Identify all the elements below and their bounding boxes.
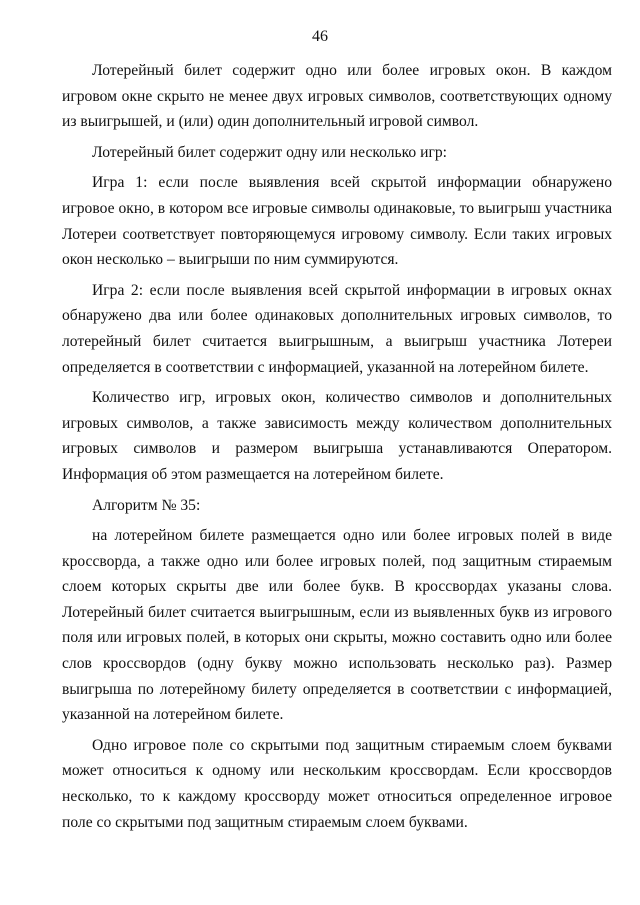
paragraph-algorithm-heading: Алгоритм № 35: (92, 496, 201, 514)
paragraph-ticket-windows: Лотерейный билет содержит одно или более игровых окон. В каждом игровом окне скрыто не менее двух игровых символов, соответствующих одному из выигрышей, и (или) один дополнительный игровой символ. (62, 62, 612, 131)
page-number: 46 (312, 28, 328, 45)
paragraph-game-1: Игра 1: если после выявления всей скрытой информации обнаружено игровое окно, в котором все игровые символы одинаковые, то выигрыш участника Лотереи соответствует повторяющемуся игровому символу. Если таких игровых окон несколько – выигрыши по ним суммируются. (62, 174, 612, 269)
document-body (62, 58, 612, 835)
paragraph-games-intro: Лотерейный билет содержит одну или несколько игр: (92, 143, 447, 161)
paragraph-crossword-rules: на лотерейном билете размещается одно или более игровых полей в виде кроссворда, а также одно или более игровых полей, под защитным стираемым слоем которых скрыты две или более букв. В кроссвордах указаны слова. Лотерейный билет считается выигрышным, если из выявленных букв из игрового поля или игровых полей, в которых они скрыты, можно составить одно или более слов кроссвордов (одну букву можно использовать несколько раз). Размер выигрыша по лотерейному билету определяется в соответствии с информацией, указанной на лотерейном билете. (62, 527, 612, 724)
paragraph-crossword-fields: Одно игровое поле со скрытыми под защитным стираемым слоем буквами может относиться к одному или нескольким кроссвордам. Если кроссвордов несколько, то к каждому кроссворду может относиться определенное игровое поле со скрытыми под защитным стираемым слоем буквами. (62, 736, 612, 831)
paragraph-operator-settings: Количество игр, игровых окон, количество символов и дополнительных игровых символов, а также зависимость между количеством дополнительных игровых символов и размером выигрыша устанавливаются Оператором. Информация об этом размещается на лотерейном билете. (62, 389, 612, 483)
paragraph-game-2: Игра 2: если после выявления всей скрытой информации в игровых окнах обнаружено два или более одинаковых дополнительных игровых символов, то лотерейный билет считается выигрышным, а выигрыш участника Лотереи определяется в соответствии с информацией, указанной на лотерейном билете. (62, 281, 612, 376)
